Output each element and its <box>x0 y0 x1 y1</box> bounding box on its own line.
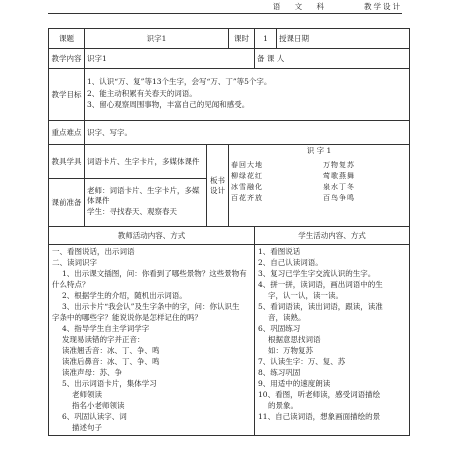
teacher-activity-line: 指名小老师领读 <box>72 400 125 410</box>
student-activity-line: 根据意思找词语 <box>268 334 321 344</box>
teacher-activity-line: 4、指导学生自主学词学字 <box>62 323 150 333</box>
aids-value: 词语卡片、生字卡片，多媒体课件 <box>85 145 207 179</box>
board-phrase: 柳绿花红 <box>231 172 264 181</box>
teacher-activity-line: 什么特点？ <box>52 279 90 289</box>
board-phrase: 莺歌燕舞 <box>323 172 356 181</box>
key-points-value: 识字、写字。 <box>85 121 410 145</box>
student-column-header: 学生活动内容、方式 <box>255 227 410 245</box>
teacher-activity-line: 二、读词识字 <box>52 257 97 267</box>
pre-class-teacher: 老师：词语卡片、生字卡片，多媒体课件 <box>87 186 200 205</box>
teacher-activities <box>49 245 255 436</box>
teacher-activity-line: 1、出示课文插图，问：你看到了哪些景物？这些景物有 <box>62 268 247 278</box>
teacher-activity-line: 发现易读错的字并正音： <box>62 334 145 344</box>
class-hours-value: 1 <box>255 29 277 49</box>
header-subject: 语 文 科 <box>272 2 330 11</box>
student-activity-line: 1、看图说话 <box>258 247 301 256</box>
student-activity-line: 3、复习已学生字交流认识的生字。 <box>258 268 376 278</box>
student-activity-line: 7、认读生字：万、复、苏 <box>258 356 346 366</box>
pre-class-value <box>85 179 207 227</box>
student-activities <box>255 245 410 436</box>
teacher-activity-line: 2、根据学生的介绍，随机出示词语。 <box>62 290 187 300</box>
topic-label: 课题 <box>49 29 85 49</box>
pre-class-label: 课前准备 <box>49 179 85 227</box>
key-points-label: 重点难点 <box>49 121 85 145</box>
content-value: 识字1 <box>85 49 255 69</box>
objective-item: 3、留心观察周围事物，丰富自己的见闻和感受。 <box>87 100 250 110</box>
student-activity-line: 如：万物复苏 <box>268 345 314 355</box>
topic-value: 识字1 <box>85 29 229 49</box>
board-grid <box>231 161 407 202</box>
board-design <box>229 145 410 227</box>
student-activity-line: 2、自己认读词语。 <box>258 257 323 267</box>
header-kind: 教学设计 <box>364 2 402 11</box>
teacher-activity-line: 6、巩固认读字、词 <box>62 411 127 421</box>
board-phrase: 万物复苏 <box>323 161 356 170</box>
teacher-activity-line: 读准后鼻音：冰、丁、争、鸣 <box>62 356 160 366</box>
student-activity-line: 11、自己读词语，想象画面描绘的景 <box>258 411 381 421</box>
board-label: 板书设计 <box>207 145 229 227</box>
board-phrase: 泉水丁冬 <box>323 182 356 191</box>
student-activity-line: 6、巩固练习 <box>258 323 301 333</box>
objective-item: 1、认识“万、复”等13个生字，会写“万、丁”等5个字。 <box>87 77 272 87</box>
board-phrase: 冰雪融化 <box>231 182 264 191</box>
objectives-list <box>85 69 410 121</box>
student-activity-line: 的景象。 <box>268 400 299 410</box>
page-header <box>48 2 402 14</box>
student-activity-line: 5、看词语读，读出词语，跟读，读准 <box>258 301 383 311</box>
teacher-activity-line: 读准翘舌音：冰、丁、争、鸣 <box>62 345 160 355</box>
pre-class-student: 学生：寻找春天、观察春天 <box>87 207 177 217</box>
objective-item: 2、能主动积累有关春天的词语。 <box>87 88 197 98</box>
board-phrase: 百花齐放 <box>231 193 264 202</box>
content-label: 教学内容 <box>49 49 85 69</box>
lesson-plan-table <box>48 28 410 436</box>
teacher-column-header: 教师活动内容、方式 <box>49 227 255 245</box>
prep-label: 备 课 人 <box>255 49 410 69</box>
teacher-activity-line: 3、出示卡片“我会认”及生字条中的字，问：你认识生 <box>62 301 240 311</box>
teacher-activity-line: 读准声母：苏、争 <box>62 367 122 377</box>
student-activity-line: 8、练习巩固 <box>258 367 301 377</box>
date-label: 授课日期 <box>277 29 410 49</box>
objectives-label: 教学目标 <box>49 69 85 121</box>
class-hours-label: 课时 <box>229 29 255 49</box>
board-title: 识 字 1 <box>306 146 332 155</box>
teacher-activity-line: 一、看图说话，出示词语 <box>52 247 135 256</box>
teacher-activity-line: 老师领读 <box>72 389 102 399</box>
student-activity-line: 音，读熟。 <box>268 312 306 322</box>
student-activity-line: 4、拼一拼，读词语，画出词语中的生 <box>258 279 383 289</box>
teacher-activity-line: 字条中的哪些字？能说说你是怎样记住的吗？ <box>52 312 202 322</box>
teacher-activity-line: 5、出示词语卡片，集体学习 <box>62 378 157 388</box>
teacher-activity-line: 描述句子 <box>72 422 102 432</box>
board-phrase: 春回大地 <box>231 161 264 170</box>
board-phrase: 百鸟争鸣 <box>323 193 356 202</box>
student-activity-line: 字，认一认，读一读。 <box>268 290 344 300</box>
aids-label: 教具学具 <box>49 145 85 179</box>
student-activity-line: 10、看图，听老师读，感受词语描绘 <box>258 389 381 399</box>
student-activity-line: 9、用适中的速度朗读 <box>258 378 331 388</box>
